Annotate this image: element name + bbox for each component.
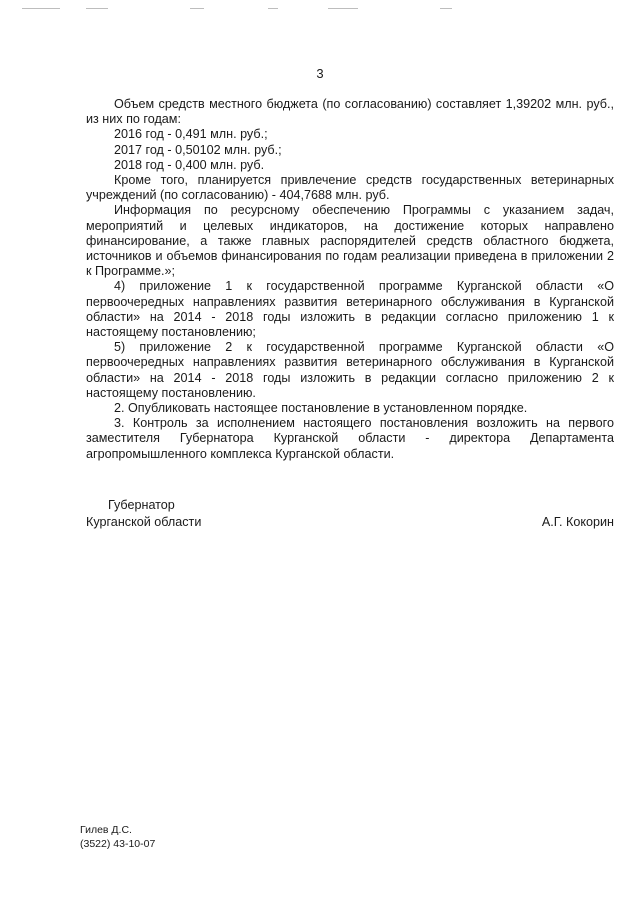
executor-info bbox=[80, 823, 155, 851]
scan-artifact bbox=[22, 8, 60, 9]
scan-artifact bbox=[440, 8, 452, 9]
signatory-title bbox=[86, 497, 286, 531]
executor-name: Гилев Д.С. bbox=[80, 824, 132, 836]
paragraph-item-4: 4) приложение 1 к государственной программе Курганской области «О первоочередных направлениях развития ветеринарного обслуживания в Курганской области» на 2014 - 2018 годы изложить в редакции согласно приложению 1 к настоящему постановлению; bbox=[86, 279, 614, 340]
paragraph-vet-institutions: Кроме того, планируется привлечение средств государственных ветеринарных учреждений (по согласованию) - 404,7688 млн. руб. bbox=[86, 173, 614, 203]
signatory-name: А.Г. Кокорин bbox=[541, 515, 614, 529]
budget-year-2018: 2018 год - 0,400 млн. руб. bbox=[114, 157, 265, 172]
executor-phone: (3522) 43-10-07 bbox=[80, 838, 156, 850]
paragraph-local-budget: Объем средств местного бюджета (по согласованию) составляет 1,39202 млн. руб., из них по годам: bbox=[86, 97, 614, 127]
scan-artifact bbox=[190, 8, 204, 9]
page-number: 3 bbox=[316, 66, 324, 81]
scan-artifact bbox=[268, 8, 278, 9]
paragraph-resource-info: Информация по ресурсному обеспечению Программы с указанием задач, мероприятий и целевых индикаторов, на достижение которых направлено финансирование, а также главных распорядителей средств областного бюджета, источников и объемов финансирования по годам реализации приведена в приложении 2 к Программе.»; bbox=[86, 203, 614, 279]
signatory-position: Губернатор bbox=[108, 498, 175, 512]
paragraph-control: 3. Контроль за исполнением настоящего постановления возложить на первого заместителя Губернатора Курганской области - директора Департамента агропромышленного комплекса Курганской области. bbox=[86, 416, 614, 461]
scan-artifact bbox=[86, 8, 108, 9]
budget-year-2016: 2016 год - 0,491 млн. руб.; bbox=[114, 127, 268, 142]
paragraph-publish: 2. Опубликовать настоящее постановление в установленном порядке. bbox=[114, 401, 528, 416]
budget-year-2017: 2017 год - 0,50102 млн. руб.; bbox=[114, 142, 282, 157]
scan-artifact bbox=[328, 8, 358, 9]
document-body bbox=[86, 97, 614, 462]
signatory-region: Курганской области bbox=[86, 515, 202, 529]
paragraph-item-5: 5) приложение 2 к государственной программе Курганской области «О первоочередных направлениях развития ветеринарного обслуживания в Курганской области» на 2014 - 2018 годы изложить в редакции согласно приложению 2 к настоящему постановлению. bbox=[86, 340, 614, 400]
